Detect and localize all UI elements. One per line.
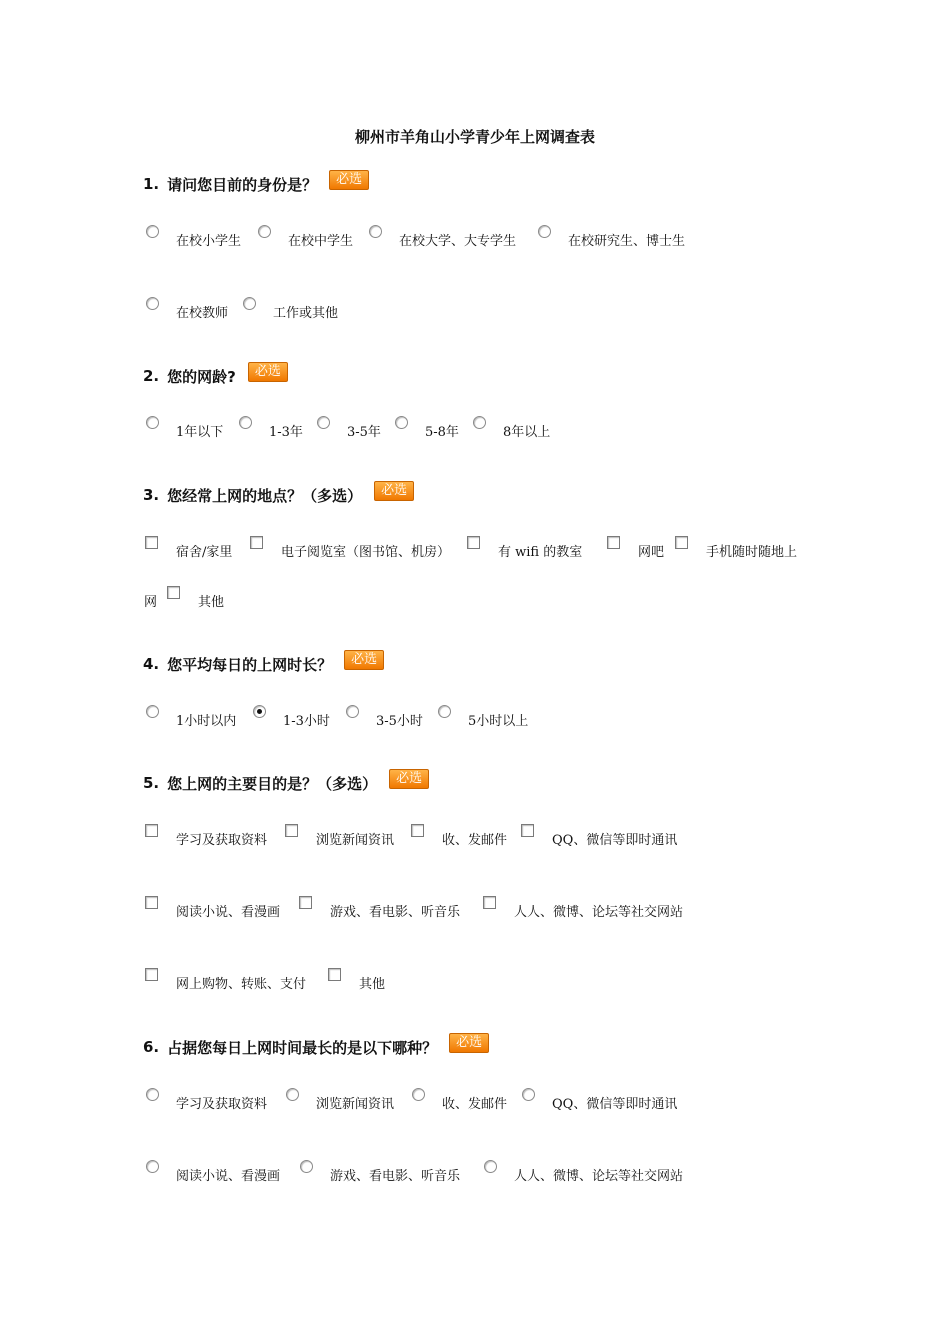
radio-q2-opt1[interactable] (146, 416, 159, 429)
option-label: 学习及获取资料 (176, 833, 268, 848)
radio-q6-opt3[interactable] (412, 1088, 425, 1101)
option-label: 游戏、看电影、听音乐 (330, 1169, 461, 1184)
radio-q1-opt1[interactable] (146, 225, 159, 238)
checkbox-q5-opt1[interactable] (145, 824, 158, 837)
required-badge: 必选 (329, 170, 369, 190)
required-badge: 必选 (248, 362, 288, 382)
option-label: 1-3小时 (283, 714, 330, 729)
option-label: 收、发邮件 (442, 833, 508, 848)
option-label: 人人、微博、论坛等社交网站 (514, 1169, 684, 1184)
question-text: 您经常上网的地点？（多选） (167, 486, 363, 505)
radio-q4-opt1[interactable] (146, 705, 159, 718)
radio-q6-opt5[interactable] (146, 1160, 159, 1173)
option-label: 手机随时随地上 (706, 545, 798, 560)
option-label: 其他 (359, 977, 386, 992)
checkbox-q5-opt6[interactable] (299, 896, 312, 909)
option-label: 3-5年 (347, 425, 381, 440)
option-label: 浏览新闻资讯 (316, 1097, 395, 1112)
option-label: 宿舍/家里 (176, 545, 233, 560)
radio-q2-opt4[interactable] (395, 416, 408, 429)
option-label: 网吧 (638, 545, 665, 560)
checkbox-q5-opt8[interactable] (145, 968, 158, 981)
question-1 (143, 172, 369, 196)
question-text: 请问您目前的身份是？ (167, 175, 318, 194)
radio-q1-opt2[interactable] (258, 225, 271, 238)
option-label: 1小时以内 (176, 714, 237, 729)
question-number: 4. (143, 655, 160, 673)
checkbox-q5-opt7[interactable] (483, 896, 496, 909)
option-label: 8年以上 (503, 425, 551, 440)
option-label: QQ、微信等即时通讯 (552, 833, 678, 848)
checkbox-q3-opt1[interactable] (145, 536, 158, 549)
radio-q6-opt4[interactable] (522, 1088, 535, 1101)
required-badge: 必选 (389, 769, 429, 789)
question-text: 您的网龄? (167, 367, 236, 386)
option-label: 1-3年 (269, 425, 303, 440)
checkbox-q5-opt5[interactable] (145, 896, 158, 909)
radio-q2-opt3[interactable] (317, 416, 330, 429)
page-title: 柳州市羊角山小学青少年上网调查表 (354, 128, 595, 146)
radio-q2-opt5[interactable] (473, 416, 486, 429)
question-number: 3. (143, 486, 160, 504)
option-label: 电子阅览室（图书馆、机房） (281, 545, 451, 560)
checkbox-q3-opt3[interactable] (467, 536, 480, 549)
checkbox-q5-opt9[interactable] (328, 968, 341, 981)
option-label: 游戏、看电影、听音乐 (330, 905, 461, 920)
question-6 (143, 1035, 489, 1059)
checkbox-q5-opt2[interactable] (285, 824, 298, 837)
required-badge: 必选 (374, 481, 414, 501)
option-label: 人人、微博、论坛等社交网站 (514, 905, 684, 920)
option-label: 有 wifi 的教室 (498, 545, 583, 560)
question-number: 6. (143, 1038, 160, 1056)
required-badge: 必选 (344, 650, 384, 670)
option-label: 在校教师 (176, 306, 229, 321)
question-number: 1. (143, 175, 160, 193)
option-label: 在校研究生、博士生 (568, 234, 686, 249)
checkbox-q3-opt5[interactable] (675, 536, 688, 549)
option-label: 学习及获取资料 (176, 1097, 268, 1112)
option-label: QQ、微信等即时通讯 (552, 1097, 678, 1112)
option-label: 5-8年 (425, 425, 459, 440)
question-5 (143, 771, 429, 795)
option-label: 阅读小说、看漫画 (176, 1169, 281, 1184)
option-label: 浏览新闻资讯 (316, 833, 395, 848)
option-label: 在校大学、大专学生 (399, 234, 517, 249)
radio-q1-opt5[interactable] (146, 297, 159, 310)
radio-q1-opt6[interactable] (243, 297, 256, 310)
option-label: 收、发邮件 (442, 1097, 508, 1112)
option-label: 其他 (198, 595, 225, 610)
radio-q6-opt7[interactable] (484, 1160, 497, 1173)
required-badge: 必选 (449, 1033, 489, 1053)
radio-q1-opt3[interactable] (369, 225, 382, 238)
checkbox-q3-opt2[interactable] (250, 536, 263, 549)
option-label: 在校中学生 (288, 234, 354, 249)
question-text: 占据您每日上网时间最长的是以下哪种？ (167, 1038, 438, 1057)
option-label: 在校小学生 (176, 234, 242, 249)
option-label: 工作或其他 (273, 306, 339, 321)
question-4 (143, 652, 384, 676)
checkbox-q5-opt4[interactable] (521, 824, 534, 837)
option-label: 阅读小说、看漫画 (176, 905, 281, 920)
question-2 (143, 364, 288, 388)
question-text: 您平均每日的上网时长？ (167, 655, 333, 674)
radio-q6-opt1[interactable] (146, 1088, 159, 1101)
radio-q4-opt4[interactable] (438, 705, 451, 718)
radio-q1-opt4[interactable] (538, 225, 551, 238)
option-label: 1年以下 (176, 425, 224, 440)
question-3 (143, 483, 414, 507)
question-number: 2. (143, 367, 160, 385)
radio-q2-opt2[interactable] (239, 416, 252, 429)
option-label: 5小时以上 (468, 714, 529, 729)
radio-q4-opt3[interactable] (346, 705, 359, 718)
checkbox-q5-opt3[interactable] (411, 824, 424, 837)
radio-q6-opt2[interactable] (286, 1088, 299, 1101)
radio-q6-opt6[interactable] (300, 1160, 313, 1173)
checkbox-q3-opt4[interactable] (607, 536, 620, 549)
option-label: 网上购物、转账、支付 (176, 977, 307, 992)
option-label-continued: 网 (144, 595, 158, 610)
checkbox-q3-opt6[interactable] (167, 586, 180, 599)
option-label: 3-5小时 (376, 714, 423, 729)
question-text: 您上网的主要目的是？（多选） (167, 774, 378, 793)
question-number: 5. (143, 774, 160, 792)
radio-q4-opt2-selected[interactable] (253, 705, 266, 718)
